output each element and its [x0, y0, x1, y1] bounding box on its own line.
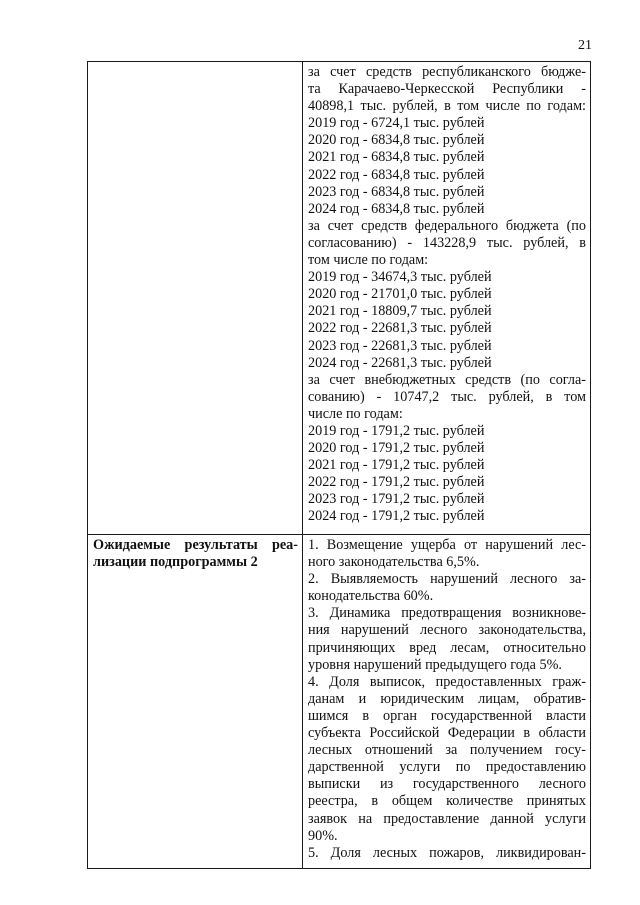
- funding-text-line: 2020 год - 21701,0 тыс. рублей: [308, 286, 492, 303]
- funding-text-line: 2022 год - 22681,3 тыс. рублей: [308, 320, 492, 337]
- funding-text-line: 2021 год - 1791,2 тыс. рублей: [308, 457, 485, 474]
- funding-text-line: 2019 год - 34674,3 тыс. рублей: [308, 269, 492, 286]
- funding-row-value-cell: [303, 62, 591, 535]
- funding-text-line: 2024 год - 1791,2 тыс. рублей: [308, 508, 485, 525]
- results-text-line: 90%.: [308, 827, 338, 844]
- results-text-line: лесных отношений за получением госу-: [308, 742, 586, 759]
- results-text-line: уровня нарушений предыдущего года 5%.: [308, 656, 562, 673]
- funding-text-line: 2024 год - 6834,8 тыс. рублей: [308, 200, 485, 217]
- results-text-line: ного законодательства 6,5%.: [308, 554, 480, 571]
- funding-text-line: за счет средств федерального бюджета (по: [308, 217, 586, 234]
- results-text-line: выписки из государственного лесного: [308, 776, 586, 793]
- results-text-line: данам и юридическим лицам, обратив-: [308, 690, 586, 707]
- results-label-line: лизации подпрограммы 2: [93, 554, 258, 571]
- results-text: [308, 537, 586, 862]
- funding-text-line: 2021 год - 6834,8 тыс. рублей: [308, 149, 485, 166]
- funding-text-line: 2023 год - 6834,8 тыс. рублей: [308, 183, 485, 200]
- funding-row-label-cell: [88, 62, 303, 535]
- subprogram-passport-table: [87, 61, 591, 869]
- page-number: 21: [578, 38, 592, 53]
- funding-text-line: 2020 год - 1791,2 тыс. рублей: [308, 440, 485, 457]
- results-text-line: реестра, в общем количестве принятых: [308, 793, 586, 810]
- results-text-line: заявок на предоставление данной услуги: [308, 810, 586, 827]
- results-label-line: Ожидаемые результаты реа-: [93, 537, 298, 553]
- funding-text-line: том числе по годам:: [308, 252, 429, 269]
- results-text-line: шимся в орган государственной власти: [308, 707, 586, 724]
- results-row-value-cell: [303, 535, 591, 869]
- results-text-line: дарственной услуги по предоставлению: [308, 759, 586, 776]
- funding-text-line: та Карачаево-Черкесской Республики -: [308, 81, 586, 98]
- results-text-line: ния нарушений лесного законодательства,: [308, 622, 586, 639]
- funding-text-line: числе по годам:: [308, 405, 403, 422]
- results-row-label-cell: [88, 535, 303, 869]
- results-text-line: 4. Доля выписок, предоставленных граж-: [308, 673, 586, 690]
- funding-row: [88, 62, 591, 535]
- results-label: [93, 537, 298, 571]
- funding-text-line: 2023 год - 1791,2 тыс. рублей: [308, 491, 485, 508]
- results-row: [88, 535, 591, 869]
- funding-text-line: 2019 год - 1791,2 тыс. рублей: [308, 422, 485, 439]
- funding-text-line: за счет средств республиканского бюдже-: [308, 64, 586, 80]
- results-text-line: конодательства 60%.: [308, 588, 434, 605]
- funding-text: [308, 64, 586, 526]
- funding-text-line: 2020 год - 6834,8 тыс. рублей: [308, 132, 485, 149]
- funding-text-line: 2022 год - 6834,8 тыс. рублей: [308, 166, 485, 183]
- results-text-line: причиняющих вред лесам, относительно: [308, 639, 586, 656]
- funding-text-line: 2021 год - 18809,7 тыс. рублей: [308, 303, 492, 320]
- funding-text-line: за счет внебюджетных средств (по согла-: [308, 371, 586, 388]
- funding-text-line: 2022 год - 1791,2 тыс. рублей: [308, 474, 485, 491]
- results-text-line: 3. Динамика предотвращения возникнове-: [308, 605, 586, 622]
- results-text-line: 1. Возмещение ущерба от нарушений лес-: [308, 537, 586, 553]
- results-text-line: субъекта Российской Федерации в области: [308, 725, 586, 742]
- funding-text-line: 2019 год - 6724,1 тыс. рублей: [308, 115, 485, 132]
- funding-text-line: 2023 год - 22681,3 тыс. рублей: [308, 337, 492, 354]
- results-text-line: 5. Доля лесных пожаров, ликвидирован-: [308, 844, 586, 861]
- results-text-line: 2. Выявляемость нарушений лесного за-: [308, 571, 586, 588]
- funding-text-line: 2024 год - 22681,3 тыс. рублей: [308, 354, 492, 371]
- funding-text-line: согласованию) - 143228,9 тыс. рублей, в: [308, 234, 586, 251]
- funding-text-line: 40898,1 тыс. рублей, в том числе по годам:: [308, 98, 586, 115]
- funding-text-line: сованию) - 10747,2 тыс. рублей, в том: [308, 388, 586, 405]
